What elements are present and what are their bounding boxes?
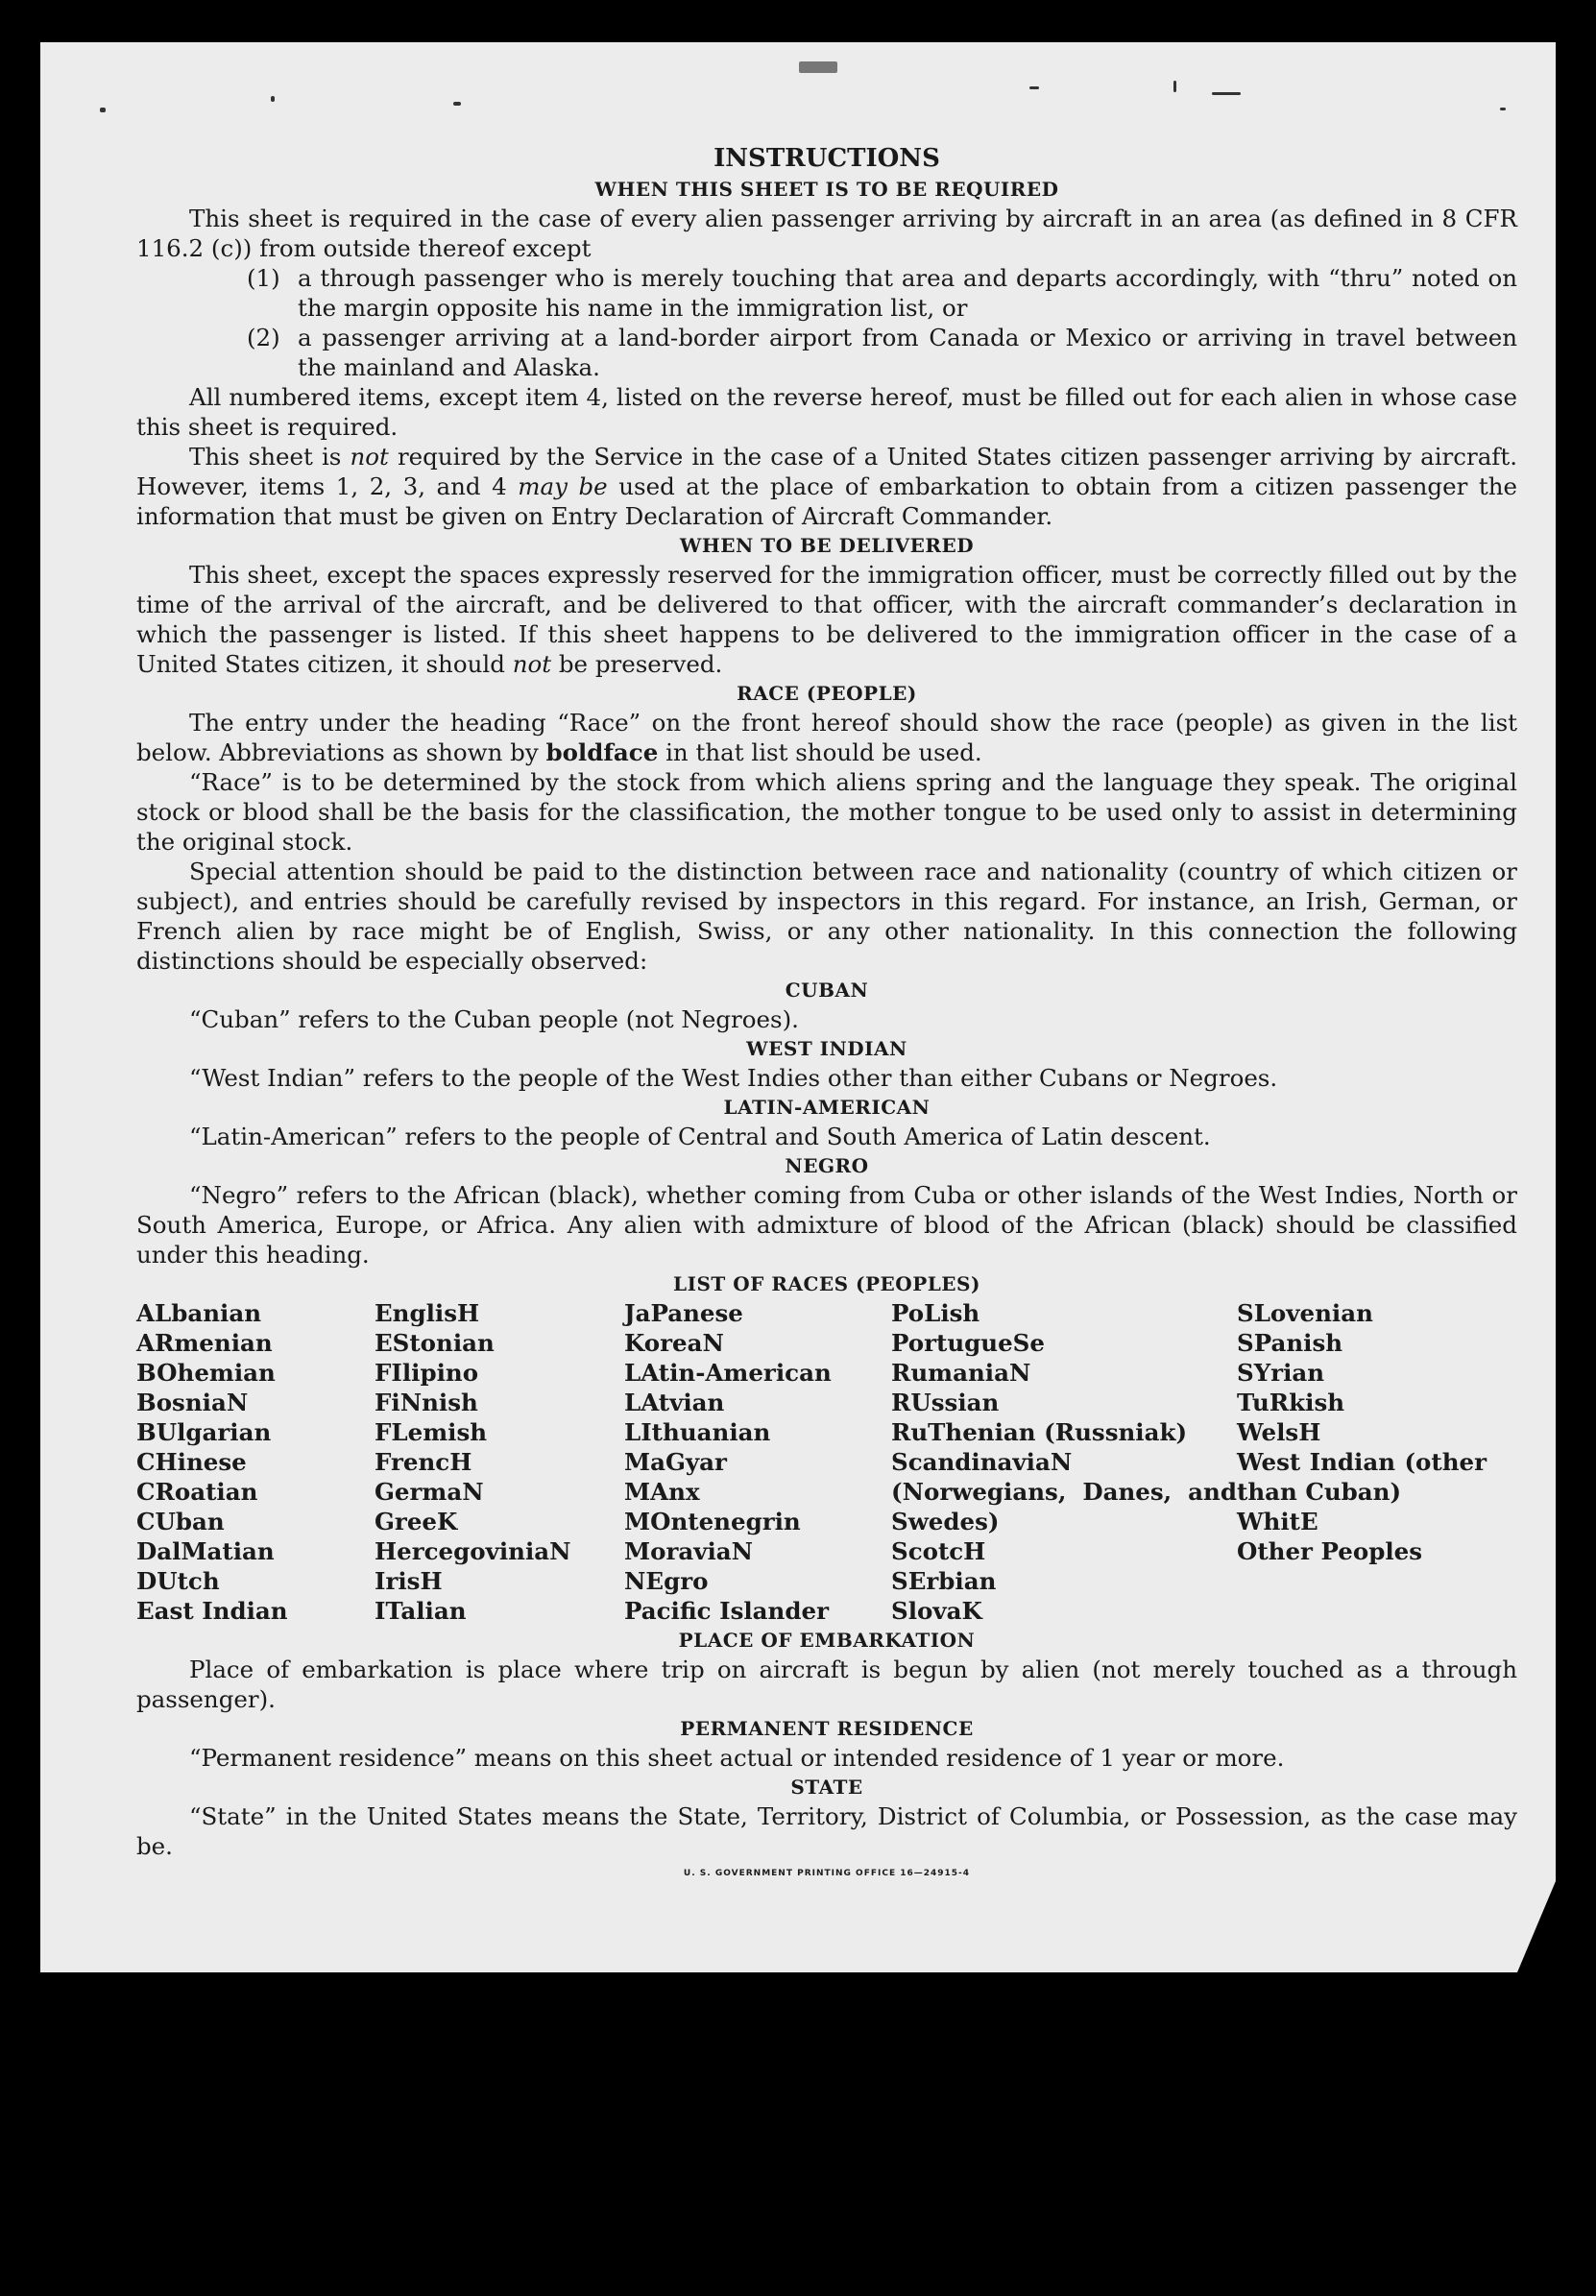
race-entry: MoraviaN: [624, 1537, 754, 1565]
document-body: [136, 142, 1517, 1880]
race-entry: EStonian: [375, 1329, 495, 1357]
race-entry: East Indian: [136, 1597, 288, 1625]
race-entry: ScotcH: [891, 1537, 986, 1565]
races-column: [891, 1298, 1237, 1626]
paragraph: The entry under the heading “Race” on the front hereof should show the race (people) as given in the list below. Abbreviations as shown by boldface in that list should be used.: [136, 709, 1517, 766]
race-entry: ITalian: [375, 1597, 467, 1625]
race-entry: FiNnish: [375, 1389, 478, 1416]
race-entry: RUssian: [891, 1389, 1000, 1416]
section-heading-required: WHEN THIS SHEET IS TO BE REQUIRED: [594, 178, 1059, 201]
section-heading-cuban: CUBAN: [785, 979, 869, 1002]
section-heading-residence: PERMANENT RESIDENCE: [680, 1717, 974, 1740]
scan-speck: [453, 102, 461, 106]
folded-corner: [1517, 1881, 1556, 1972]
races-table: [136, 1298, 1517, 1626]
list-item: [136, 263, 1517, 323]
paragraph: This sheet is not required by the Service in the case of a United States citizen passenger arriving by aircraft. However, items 1, 2, 3, and 4 may be used at the place of embarkation to obtain from a citizen passenger the information that must be given on Entry Declaration of Aircraft Commander.: [136, 443, 1518, 530]
race-entry: SlovaK: [891, 1597, 982, 1625]
race-entry: MaGyar: [624, 1448, 727, 1476]
races-column: [136, 1298, 375, 1626]
paragraph: Special attention should be paid to the distinction between race and nationality (country of which citizen or subject), and entries should be carefully revised by inspectors in this regard. For instance, an Irish, German, or French alien by race might be of English, Swiss, or any other nationality. In this connection the following distinctions should be especially observed:: [136, 858, 1517, 975]
scan-speck: [1029, 86, 1039, 89]
race-entry: CRoatian: [136, 1478, 258, 1506]
paragraph: “Race” is to be determined by the stock from which aliens spring and the language they speak. The original stock or blood shall be the basis for the classification, the mother tongue to be used only to assist in determining the original stock.: [136, 768, 1517, 856]
section-heading-latin-american: LATIN-AMERICAN: [723, 1096, 931, 1119]
races-column: [375, 1298, 624, 1626]
race-entry: GermaN: [375, 1478, 484, 1506]
race-entry: MAnx: [624, 1478, 700, 1506]
scan-speck: [271, 96, 275, 102]
race-entry: PoLish: [891, 1299, 980, 1327]
race-entry: CUban: [136, 1508, 225, 1535]
race-entry: PortugueSe: [891, 1329, 1045, 1357]
race-entry: WelsH: [1237, 1418, 1321, 1446]
race-entry: Pacific Islander: [624, 1597, 829, 1625]
section-heading-west-indian: WEST INDIAN: [746, 1037, 907, 1060]
section-heading-state: STATE: [790, 1776, 863, 1799]
section-heading-race: RACE (PEOPLE): [737, 682, 917, 705]
paragraph: “Cuban” refers to the Cuban people (not Negroes).: [189, 1005, 799, 1033]
paragraph: This sheet is required in the case of every alien passenger arriving by aircraft in an area (as defined in 8 CFR 116.2 (c)) from outside thereof except: [136, 205, 1517, 262]
race-entry: JaPanese: [624, 1299, 743, 1327]
race-entry: TuRkish: [1237, 1389, 1345, 1416]
race-entry: LAtvian: [624, 1389, 725, 1416]
scan-speck: [1173, 81, 1176, 92]
race-entry: ARmenian: [136, 1329, 273, 1357]
paragraph: Place of embarkation is place where trip on aircraft is begun by alien (not merely touched as a through passenger).: [136, 1656, 1517, 1713]
race-entry: RumaniaN: [891, 1359, 1031, 1387]
paragraph: “Negro” refers to the African (black), whether coming from Cuba or other islands of the West Indies, North or South America, Europe, or Africa. Any alien with admixture of blood of the African (black) should be classified under this heading.: [136, 1181, 1517, 1269]
races-column: [1237, 1298, 1487, 1626]
page-title: INSTRUCTIONS: [713, 144, 940, 173]
race-entry: RuThenian (Russniak): [891, 1418, 1188, 1446]
race-entry: BUlgarian: [136, 1418, 272, 1446]
document-sheet: [40, 42, 1556, 1972]
race-entry: HercegoviniaN: [375, 1537, 571, 1565]
race-entry: Other Peoples: [1237, 1537, 1423, 1565]
race-entry: SErbian: [891, 1567, 997, 1595]
paragraph: “West Indian” refers to the people of the West Indies other than either Cubans or Negroes.: [189, 1064, 1278, 1092]
race-entry: EnglisH: [375, 1299, 480, 1327]
race-entry: LIthuanian: [624, 1418, 771, 1446]
section-heading-negro: NEGRO: [785, 1154, 869, 1177]
race-entry: BosniaN: [136, 1389, 249, 1416]
race-entry: LAtin-American: [624, 1359, 832, 1387]
list-item: [136, 323, 1517, 382]
scan-speck: [1500, 108, 1506, 110]
paragraph: “Latin-American” refers to the people of Central and South America of Latin descent.: [189, 1123, 1211, 1150]
race-entry: DUtch: [136, 1567, 220, 1595]
race-entry: ScandinaviaN (Norwegians, Danes, and Swedes): [891, 1448, 1237, 1535]
race-entry: West Indian (other than Cuban): [1237, 1448, 1487, 1506]
race-entry: BOhemian: [136, 1359, 276, 1387]
paragraph: “Permanent residence” means on this sheet actual or intended residence of 1 year or more.: [189, 1744, 1285, 1772]
item-text: a through passenger who is merely touching that area and departs accordingly, with “thru” noted on the margin opposite his name in the immigration list, or: [298, 264, 1517, 322]
race-entry: DalMatian: [136, 1537, 275, 1565]
race-entry: SPanish: [1237, 1329, 1343, 1357]
race-entry: SYrian: [1237, 1359, 1325, 1387]
race-entry: NEgro: [624, 1567, 709, 1595]
paragraph: All numbered items, except item 4, listed on the reverse hereof, must be filled out for each alien in whose case this sheet is required.: [136, 383, 1517, 441]
race-entry: IrisH: [375, 1567, 443, 1595]
race-entry: MOntenegrin: [624, 1508, 801, 1535]
paragraph: This sheet, except the spaces expressly reserved for the immigration officer, must be correctly filled out by the time of the arrival of the aircraft, and be delivered to that officer, with the aircraft commander’s declaration in which the passenger is listed. If this sheet happens to be delivered to the immigration officer in the case of a United States citizen, it should not be preserved.: [136, 561, 1517, 678]
race-entry: FrencH: [375, 1448, 472, 1476]
races-column: [624, 1298, 891, 1626]
race-entry: ALbanian: [136, 1299, 262, 1327]
item-number: (2): [247, 324, 280, 351]
race-entry: GreeK: [375, 1508, 458, 1535]
race-entry: FIlipino: [375, 1359, 479, 1387]
section-heading-races-list: LIST OF RACES (PEOPLES): [673, 1272, 980, 1295]
race-entry: FLemish: [375, 1418, 488, 1446]
section-heading-embarkation: PLACE OF EMBARKATION: [678, 1629, 976, 1652]
scan-speck: [799, 61, 837, 73]
paragraph: “State” in the United States means the State, Territory, District of Columbia, or Possession, as the case may be.: [136, 1802, 1517, 1860]
race-entry: SLovenian: [1237, 1299, 1373, 1327]
section-heading-delivered: WHEN TO BE DELIVERED: [679, 534, 975, 557]
item-number: (1): [247, 264, 280, 292]
scan-speck: [100, 108, 106, 112]
race-entry: CHinese: [136, 1448, 247, 1476]
printer-imprint: U. S. GOVERNMENT PRINTING OFFICE 16—24915-4: [683, 1869, 971, 1878]
scan-speck: [1212, 92, 1241, 95]
race-entry: WhitE: [1237, 1508, 1318, 1535]
item-text: a passenger arriving at a land-border airport from Canada or Mexico or arriving in travel between the mainland and Alaska.: [298, 324, 1517, 381]
race-entry: KoreaN: [624, 1329, 724, 1357]
